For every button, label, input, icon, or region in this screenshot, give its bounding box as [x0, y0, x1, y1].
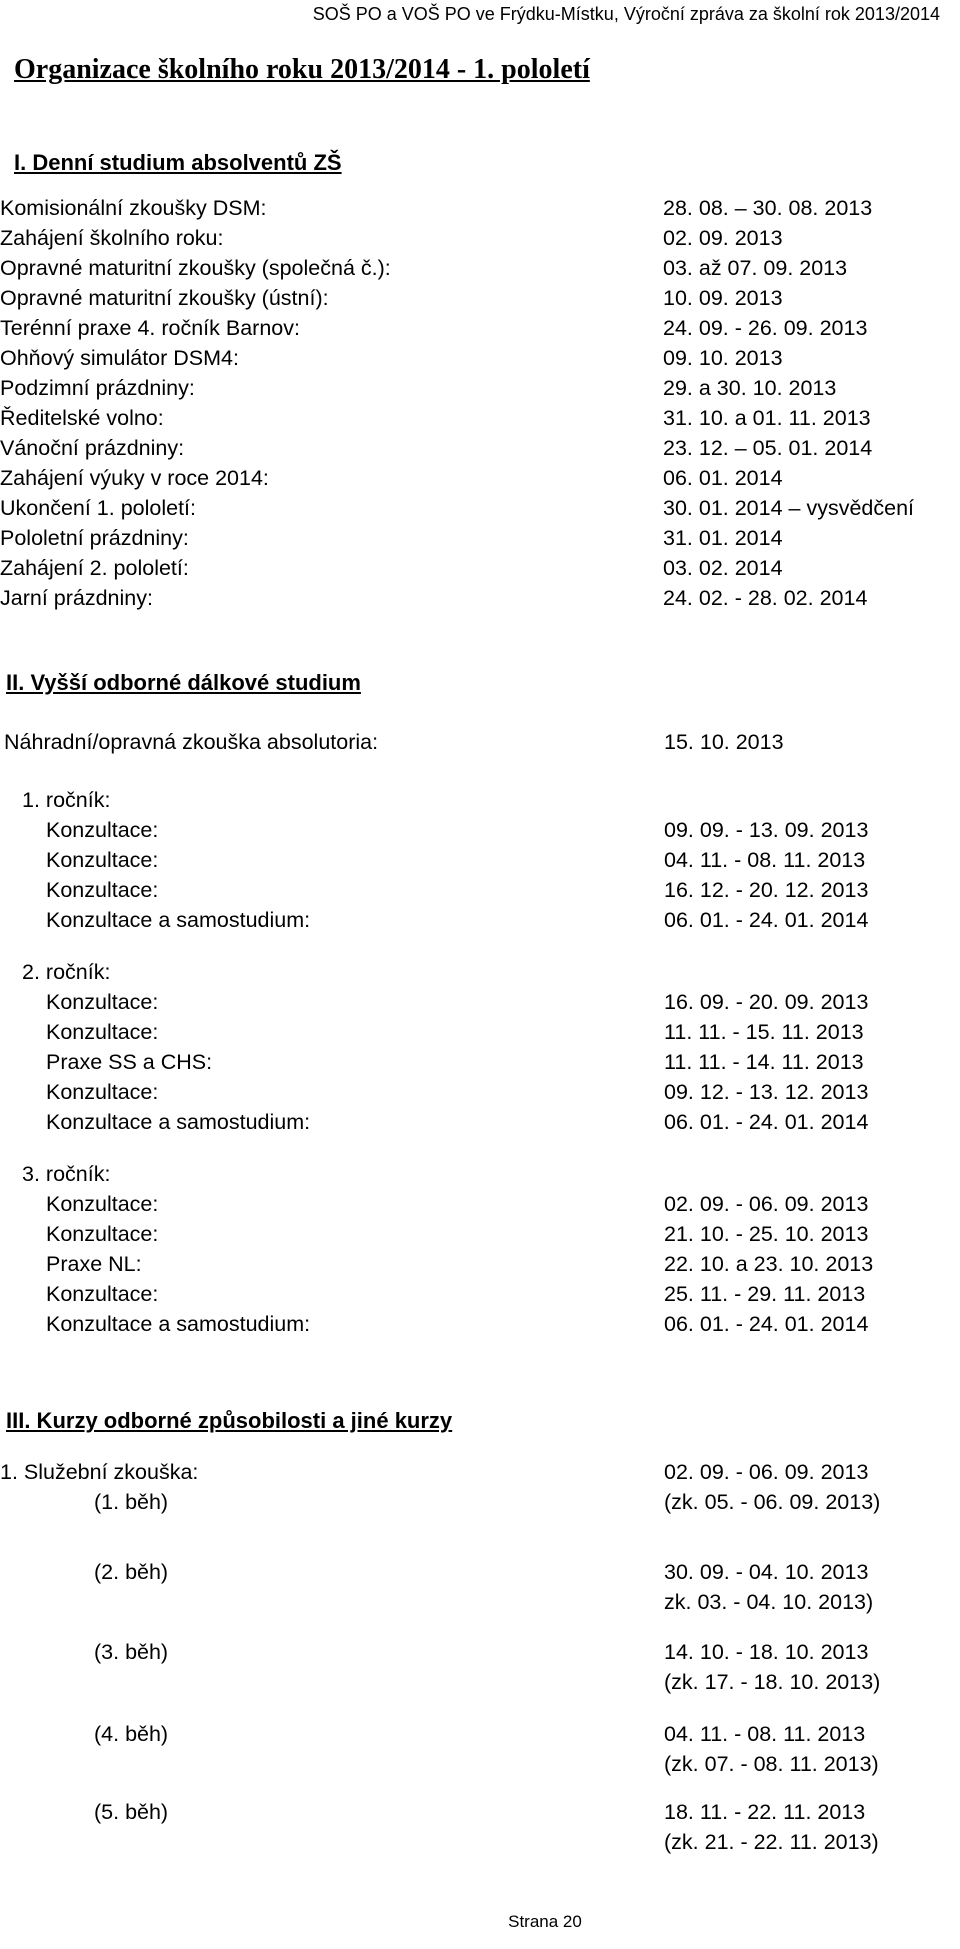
- item-value: 03. 02. 2014: [663, 556, 783, 580]
- run-dates: 04. 11. - 08. 11. 2013: [664, 1722, 866, 1746]
- page-number: Strana 20: [508, 1912, 582, 1931]
- item-label: Vánoční prázdniny:: [0, 436, 185, 460]
- item-label: Praxe NL:: [46, 1252, 142, 1276]
- run-label: (2. běh): [94, 1560, 169, 1584]
- item-value: 03. až 07. 09. 2013: [663, 256, 848, 280]
- run-exam-dates: (zk. 17. - 18. 10. 2013): [664, 1670, 881, 1694]
- item-value: 21. 10. - 25. 10. 2013: [664, 1222, 869, 1246]
- run-dates: 30. 09. - 04. 10. 2013: [664, 1560, 869, 1584]
- item-label: Konzultace:: [46, 1282, 159, 1306]
- item-value: 24. 02. - 28. 02. 2014: [663, 586, 868, 610]
- item-label: Opravné maturitní zkoušky (ústní):: [0, 286, 329, 310]
- item-label: Praxe SS a CHS:: [46, 1050, 213, 1074]
- run-exam-dates: (zk. 21. - 22. 11. 2013): [664, 1830, 879, 1854]
- section-2-heading: II. Vyšší odborné dálkové studium: [6, 670, 361, 695]
- page-header: SOŠ PO a VOŠ PO ve Frýdku-Místku, Výroční zpráva za školní rok 2013/2014: [312, 4, 940, 24]
- item-label: Náhradní/opravná zkouška absolutoria:: [4, 730, 379, 754]
- run-label: (1. běh): [94, 1490, 169, 1514]
- item-value: 04. 11. - 08. 11. 2013: [664, 848, 866, 872]
- item-value: 11. 11. - 15. 11. 2013: [664, 1020, 864, 1044]
- item-label: Terénní praxe 4. ročník Barnov:: [0, 316, 300, 340]
- item-value: 02. 09. 2013: [663, 226, 783, 250]
- item-value: 31. 10. a 01. 11. 2013: [663, 406, 871, 430]
- item-label: Ředitelské volno:: [0, 406, 164, 430]
- item-label: Zahájení školního roku:: [0, 226, 224, 250]
- item-value: 06. 01. - 24. 01. 2014: [664, 908, 869, 932]
- item-value: 02. 09. - 06. 09. 2013: [664, 1192, 869, 1216]
- item-label: Zahájení 2. pololetí:: [0, 556, 189, 580]
- section-3-heading: III. Kurzy odborné způsobilosti a jiné kurzy: [6, 1408, 453, 1433]
- run-exam-dates: zk. 03. - 04. 10. 2013): [664, 1590, 874, 1614]
- item-label: Komisionální zkoušky DSM:: [0, 196, 267, 220]
- item-label: Konzultace:: [46, 1192, 159, 1216]
- item-value: 11. 11. - 14. 11. 2013: [664, 1050, 864, 1074]
- item-label: Jarní prázdniny:: [0, 586, 153, 610]
- item-value: 06. 01. - 24. 01. 2014: [664, 1312, 869, 1336]
- item-value: 09. 12. - 13. 12. 2013: [664, 1080, 869, 1104]
- item-label: Konzultace:: [46, 818, 159, 842]
- run-label: (3. běh): [94, 1640, 169, 1664]
- item-label: Konzultace:: [46, 990, 159, 1014]
- item-value: 30. 01. 2014 – vysvědčení: [663, 496, 915, 520]
- item-value: 24. 09. - 26. 09. 2013: [663, 316, 868, 340]
- run-dates: (zk. 05. - 06. 09. 2013): [664, 1490, 881, 1514]
- item-label: Podzimní prázdniny:: [0, 376, 195, 400]
- item-value: 09. 09. - 13. 09. 2013: [664, 818, 869, 842]
- item-value: 02. 09. - 06. 09. 2013: [664, 1460, 869, 1484]
- item-value: 29. a 30. 10. 2013: [663, 376, 837, 400]
- item-value: 25. 11. - 29. 11. 2013: [664, 1282, 866, 1306]
- item-value: 10. 09. 2013: [663, 286, 783, 310]
- item-label: Konzultace a samostudium:: [46, 1312, 311, 1336]
- item-value: 31. 01. 2014: [663, 526, 783, 550]
- item-label: Opravné maturitní zkoušky (společná č.):: [0, 256, 391, 280]
- item-value: 23. 12. – 05. 01. 2014: [663, 436, 873, 460]
- document-title: Organizace školního roku 2013/2014 - 1. pololetí: [14, 54, 590, 85]
- run-dates: 14. 10. - 18. 10. 2013: [664, 1640, 869, 1664]
- run-label: (5. běh): [94, 1800, 169, 1824]
- item-label: Ukončení 1. pololetí:: [0, 496, 197, 520]
- item-label: 1. Služební zkouška:: [0, 1460, 199, 1484]
- item-value: 16. 09. - 20. 09. 2013: [664, 990, 869, 1014]
- run-label: (4. běh): [94, 1722, 169, 1746]
- item-value: 15. 10. 2013: [664, 730, 784, 754]
- section-1-heading: I. Denní studium absolventů ZŠ: [14, 150, 342, 175]
- item-label: Konzultace:: [46, 878, 159, 902]
- item-label: Pololetní prázdniny:: [0, 526, 189, 550]
- item-value: 16. 12. - 20. 12. 2013: [664, 878, 869, 902]
- item-label: Konzultace a samostudium:: [46, 908, 311, 932]
- item-label: Konzultace:: [46, 1080, 159, 1104]
- item-label: Konzultace a samostudium:: [46, 1110, 311, 1134]
- run-exam-dates: (zk. 07. - 08. 11. 2013): [664, 1752, 879, 1776]
- item-label: Konzultace:: [46, 848, 159, 872]
- item-label: Zahájení výuky v roce 2014:: [0, 466, 269, 490]
- item-label: Konzultace:: [46, 1222, 159, 1246]
- item-value: 22. 10. a 23. 10. 2013: [664, 1252, 874, 1276]
- item-label: Konzultace:: [46, 1020, 159, 1044]
- item-value: 09. 10. 2013: [663, 346, 783, 370]
- item-label: Ohňový simulátor DSM4:: [0, 346, 239, 370]
- item-value: 06. 01. 2014: [663, 466, 783, 490]
- item-value: 06. 01. - 24. 01. 2014: [664, 1110, 869, 1134]
- run-dates: 18. 11. - 22. 11. 2013: [664, 1800, 866, 1824]
- item-value: 28. 08. – 30. 08. 2013: [663, 196, 873, 220]
